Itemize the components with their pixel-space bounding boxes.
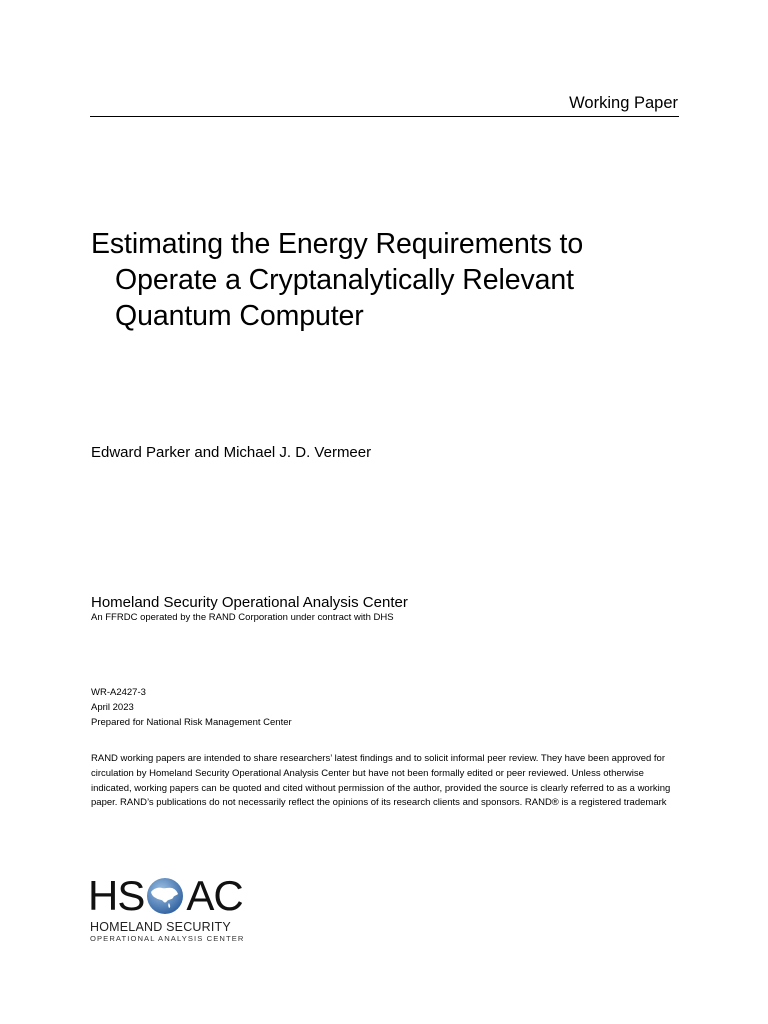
report-date: April 2023 xyxy=(91,701,134,713)
report-number: WR-A2427-3 xyxy=(91,687,146,698)
organization-subtitle: An FFRDC operated by the RAND Corporation under contract with DHS xyxy=(91,612,394,623)
logo-wordmark-right: AC xyxy=(186,872,243,919)
title-line-2: Operate a Cryptanalytically Relevant xyxy=(115,264,574,296)
logo-wordmark-left: HS xyxy=(88,872,145,919)
title-line-1: Estimating the Energy Requirements to xyxy=(91,228,584,260)
logo-tagline-1: HOMELAND SECURITY xyxy=(90,920,231,934)
disclaimer-text: RAND working papers are intended to share researchers’ latest findings and to solicit informal peer review. They have been approved for circulation by Homeland Security Operational Analysis Center but have not been formally edited or peer reviewed. Unless otherwise indicated, working papers can be quoted and cited without permission of the author, provided the source is clearly referred to as a working paper. RAND’s publications do not necessarily reflect the opinions of its research clients and sponsors. RAND® is a registered trademark xyxy=(91,753,671,809)
working-paper-label: Working Paper xyxy=(569,94,678,112)
header-divider xyxy=(90,116,679,117)
prepared-for: Prepared for National Risk Management Center xyxy=(91,716,292,728)
title-line-3: Quantum Computer xyxy=(115,300,364,332)
organization-name: Homeland Security Operational Analysis Center xyxy=(91,594,408,611)
logo-tagline-2: OPERATIONAL ANALYSIS CENTER xyxy=(90,934,245,943)
report-metadata xyxy=(91,686,292,730)
logo-wordmark xyxy=(88,872,243,919)
globe-icon xyxy=(145,876,185,916)
hsoac-logo xyxy=(88,872,245,946)
authors: Edward Parker and Michael J. D. Vermeer xyxy=(91,444,372,461)
document-title xyxy=(91,226,691,334)
